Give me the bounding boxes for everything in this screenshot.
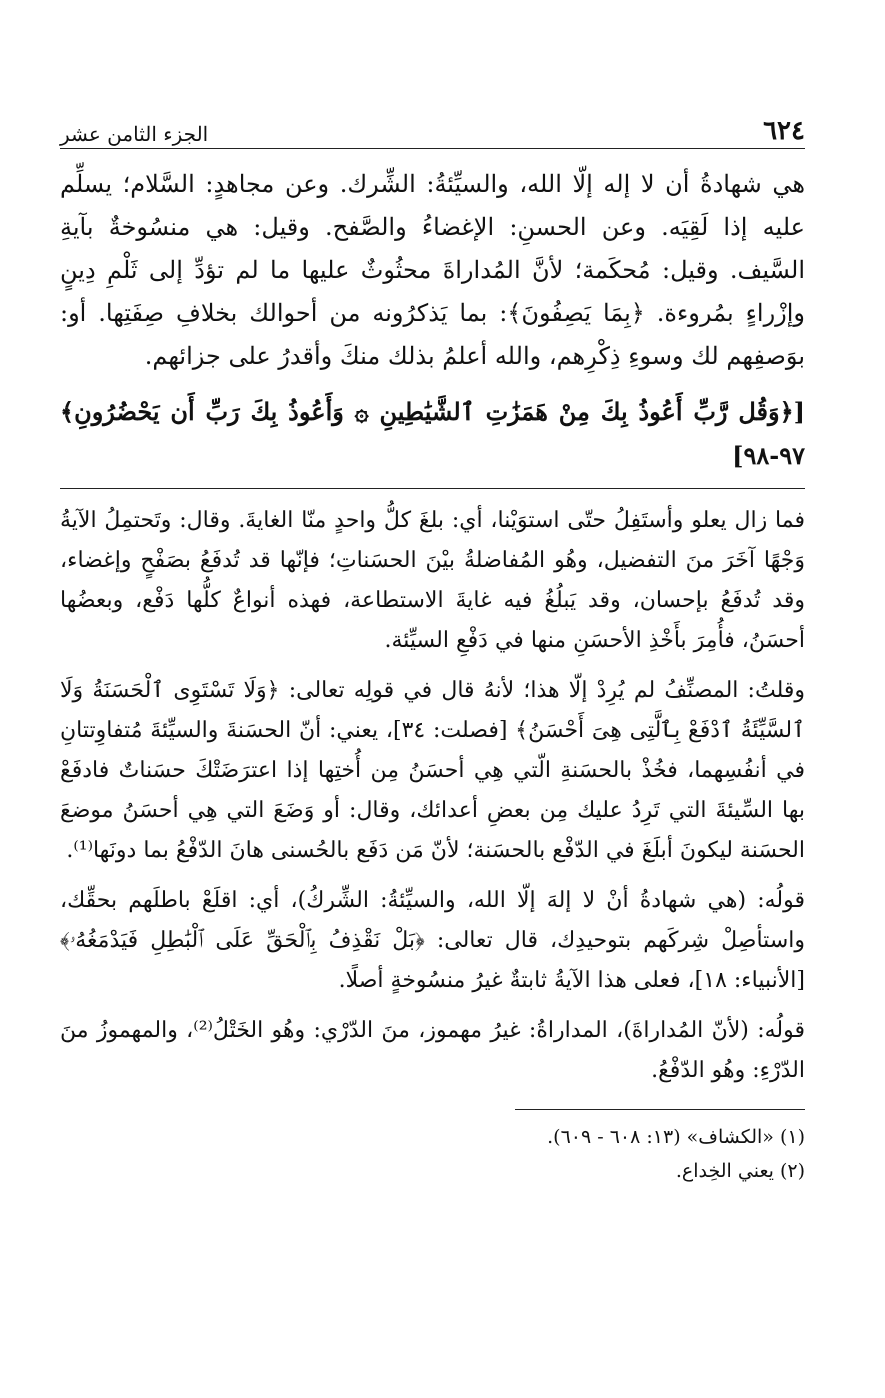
page-number: ٦٢٤ xyxy=(763,116,805,146)
footnote: (١) «الكشاف» (١٣: ٦٠٨ - ٦٠٩). xyxy=(547,1126,805,1148)
footnote: (٢) يعني الخِداع. xyxy=(675,1160,805,1182)
page-header xyxy=(60,118,805,149)
main-text xyxy=(60,163,805,378)
commentary-paragraph: قولُه: (لأنّ المُداراةَ)، المداراةُ: غيرُ مهموز، منَ الدّرْي: وهُو الخَتْلُ⁽²⁾، والمهموزُ منَ الدّرْءِ: وهُو الدّفْعُ. xyxy=(60,1018,805,1083)
main-paragraph: هي شهادةُ أن لا إله إلّا الله، والسيِّئةُ: الشِّرك. وعن مجاهدٍ: السَّلام؛ يسلِّم عليه إذا لَقِيَه. وعن الحسنِ: الإغضاءُ والصَّفح. وقيل: هي منسُوخةٌ بآيةِ السَّيف. وقيل: مُحكَمة؛ لأنَّ المُداراةَ محثُوثٌ عليها ما لم تؤدِّ إلى ثَلْمِ دِينٍ وإزْراءٍ بمُروءة. ﴿بِمَا يَصِفُونَ﴾: بما يَذكرُونه من أحوالك بخلافِ صِفَتِها. أو: بوَصفِهم لك وسوءِ ذِكْرِهم، والله أعلمُ بذلك منكَ وأقدرُ على جزائهم. xyxy=(60,170,805,370)
footnote-divider xyxy=(515,1109,805,1110)
footnotes xyxy=(60,1120,805,1188)
commentary xyxy=(60,501,805,1091)
commentary-paragraph: قولُه: (هي شهادةُ أنْ لا إلهَ إلّا الله، والسيِّئةُ: الشِّركُ)، أي: اقلَعْ باطلَهم بحقِّك، واستأصِلْ شِركَهم بتوحيدِك، قال تعالى: ﴿بَلْ نَقْذِفُ بِٱلْحَقِّ عَلَى ٱلْبَٰطِلِ فَيَدْمَغُهُۥ﴾ [الأنبياء: ١٨]، فعلى هذا الآيةُ ثابتةٌ غيرُ منسُوخةٍ أصلًا. xyxy=(60,888,805,993)
commentary-paragraph: وقلتُ: المصنِّفُ لم يُرِدْ إلّا هذا؛ لأنهُ قال في قولِه تعالى: ﴿وَلَا تَسْتَوِى ٱلْحَسَنَةُ وَلَا ٱلسَّيِّئَةُ ٱدْفَعْ بِٱلَّتِى هِىَ أَحْسَنُ﴾ [فصلت: ٣٤]، يعني: أنّ الحسَنةَ والسيِّئةَ مُتفاوِتتانِ في أنفُسِهما، فخُذْ بالحسَنةِ الّتي هِي أحسَنُ مِن أُختِها إذا اعترَضَتْكَ حسَناتٌ فادفَعْ بها السِّيئةَ التي تَرِدُ عليك مِن بعضِ أعدائك، وقال: أو وَضَعَ التي هِي أحسَنُ موضعَ الحسَنة ليكونَ أبلَغَ في الدّفْع بالحسَنة؛ لأنّ مَن دَفَع بالحُسنى هانَ الدّفْعُ بما دونَها⁽¹⁾. xyxy=(60,678,806,863)
section-divider xyxy=(60,488,805,489)
running-title: الجزء الثامن عشر xyxy=(60,122,209,146)
page xyxy=(60,110,805,1188)
commentary-paragraph: فما زال يعلو وأستَفِلُ حتّى استوَيْنا، أي: بلغَ كلُّ واحدٍ منّا الغايةَ. وقال: وتَحتمِلُ الآيةُ وَجْهًا آخَرَ منَ التفضيل، وهُو المُفاضلةُ بيْنَ الحسَناتِ؛ فإنّها قد تُدفَعُ بصَفْحٍ وإغضاء، وقد تُدفَعُ بإحسان، وقد يَبلُغُ فيه غايةَ الاستطاعة، فهذه أنواعٌ كلُّها دَفْع، وبعضُها أحسَنُ، فأُمِرَ بأَخْذِ الأحسَنِ منها في دَفْعِ السيِّئة. xyxy=(60,508,805,653)
quran-verse: [﴿وَقُل رَّبِّ أَعُوذُ بِكَ مِنْ هَمَزَٰتِ ٱلشَّيَٰطِينِ ۞ وَأَعُوذُ بِكَ رَبِّ أَن يَحْضُرُونِ﴾ ٩٧-٩٨] xyxy=(60,397,805,470)
